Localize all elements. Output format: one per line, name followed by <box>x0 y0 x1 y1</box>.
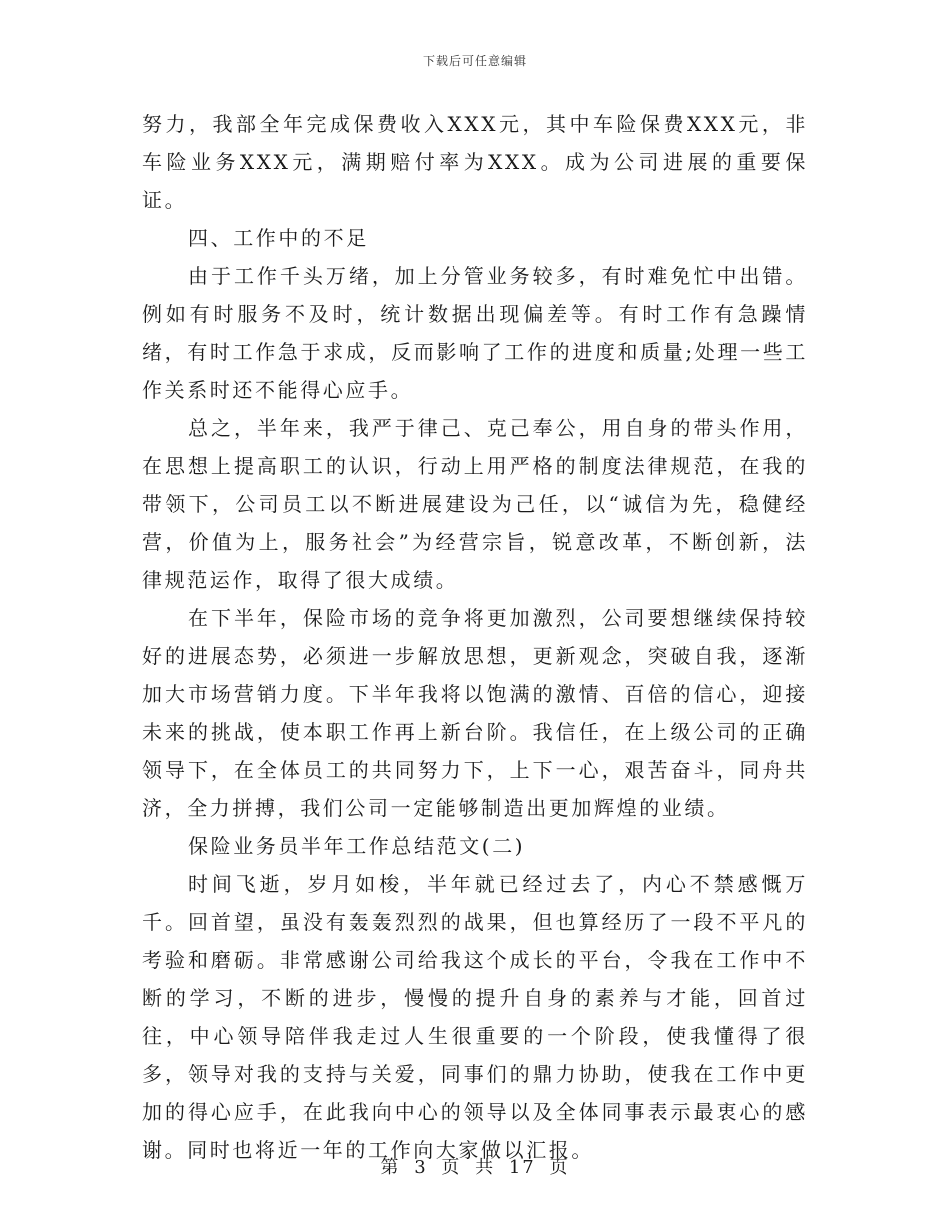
paragraph: 由于工作千头万绪，加上分管业务较多，有时难免忙中出错。例如有时服务不及时，统计数据出现偏差等。有时工作有急躁情绪，有时工作急于求成，反而影响了工作的进度和质量;处理一些工作关系时还不能得心应手。 <box>142 264 808 402</box>
page-header: 下载后可任意编辑 <box>422 54 527 68</box>
paragraph: 努力，我部全年完成保费收入XXX元，其中车险保费XXX元，非车险业务XXX元，满期赔付率为XXX。成为公司进展的重要保证。 <box>142 112 808 212</box>
paragraph: 总之，半年来，我严于律己、克己奉公，用自身的带头作用，在思想上提高职工的认识，行动上用严格的制度法律规范，在我的带领下，公司员工以不断进展建设为己任，以“诚信为先，稳健经营，价值为上，服务社会”为经营宗旨，锐意改革，不断创新，法律规范运作，取得了很大成绩。 <box>142 416 808 592</box>
paragraph: 在下半年，保险市场的竞争将更加激烈，公司要想继续保持较好的进展态势，必须进一步解放思想，更新观念，突破自我，逐渐加大市场营销力度。下半年我将以饱满的激情、百倍的信心，迎接未来的挑战，使本职工作再上新台阶。我信任，在上级公司的正确领导下，在全体员工的共同努力下，上下一心，艰苦奋斗，同舟共济，全力拼搏，我们公司一定能够制造出更加辉煌的业绩。 <box>142 606 808 820</box>
section-heading: 保险业务员半年工作总结范文(二) <box>188 834 526 858</box>
section-heading: 四、工作中的不足 <box>188 226 369 250</box>
paragraph: 时间飞逝，岁月如梭，半年就已经过去了，内心不禁感慨万千。回首望，虽没有轰轰烈烈的战果，但也算经历了一段不平凡的考验和磨砺。非常感谢公司给我这个成长的平台，令我在工作中不断的学习，不断的进步，慢慢的提升自身的素养与才能，回首过往，中心领导陪伴我走过人生很重要的一个阶段，使我懂得了很多，领导对我的支持与关爱，同事们的鼎力协助，使我在工作中更加的得心应手，在此我向中心的领导以及全体同事表示最衷心的感谢。同时也将近一年的工作向大家做以汇报。 <box>142 872 808 1162</box>
document-body <box>142 105 808 1169</box>
page-footer: 第 3 页 共 17 页 <box>380 1157 570 1178</box>
